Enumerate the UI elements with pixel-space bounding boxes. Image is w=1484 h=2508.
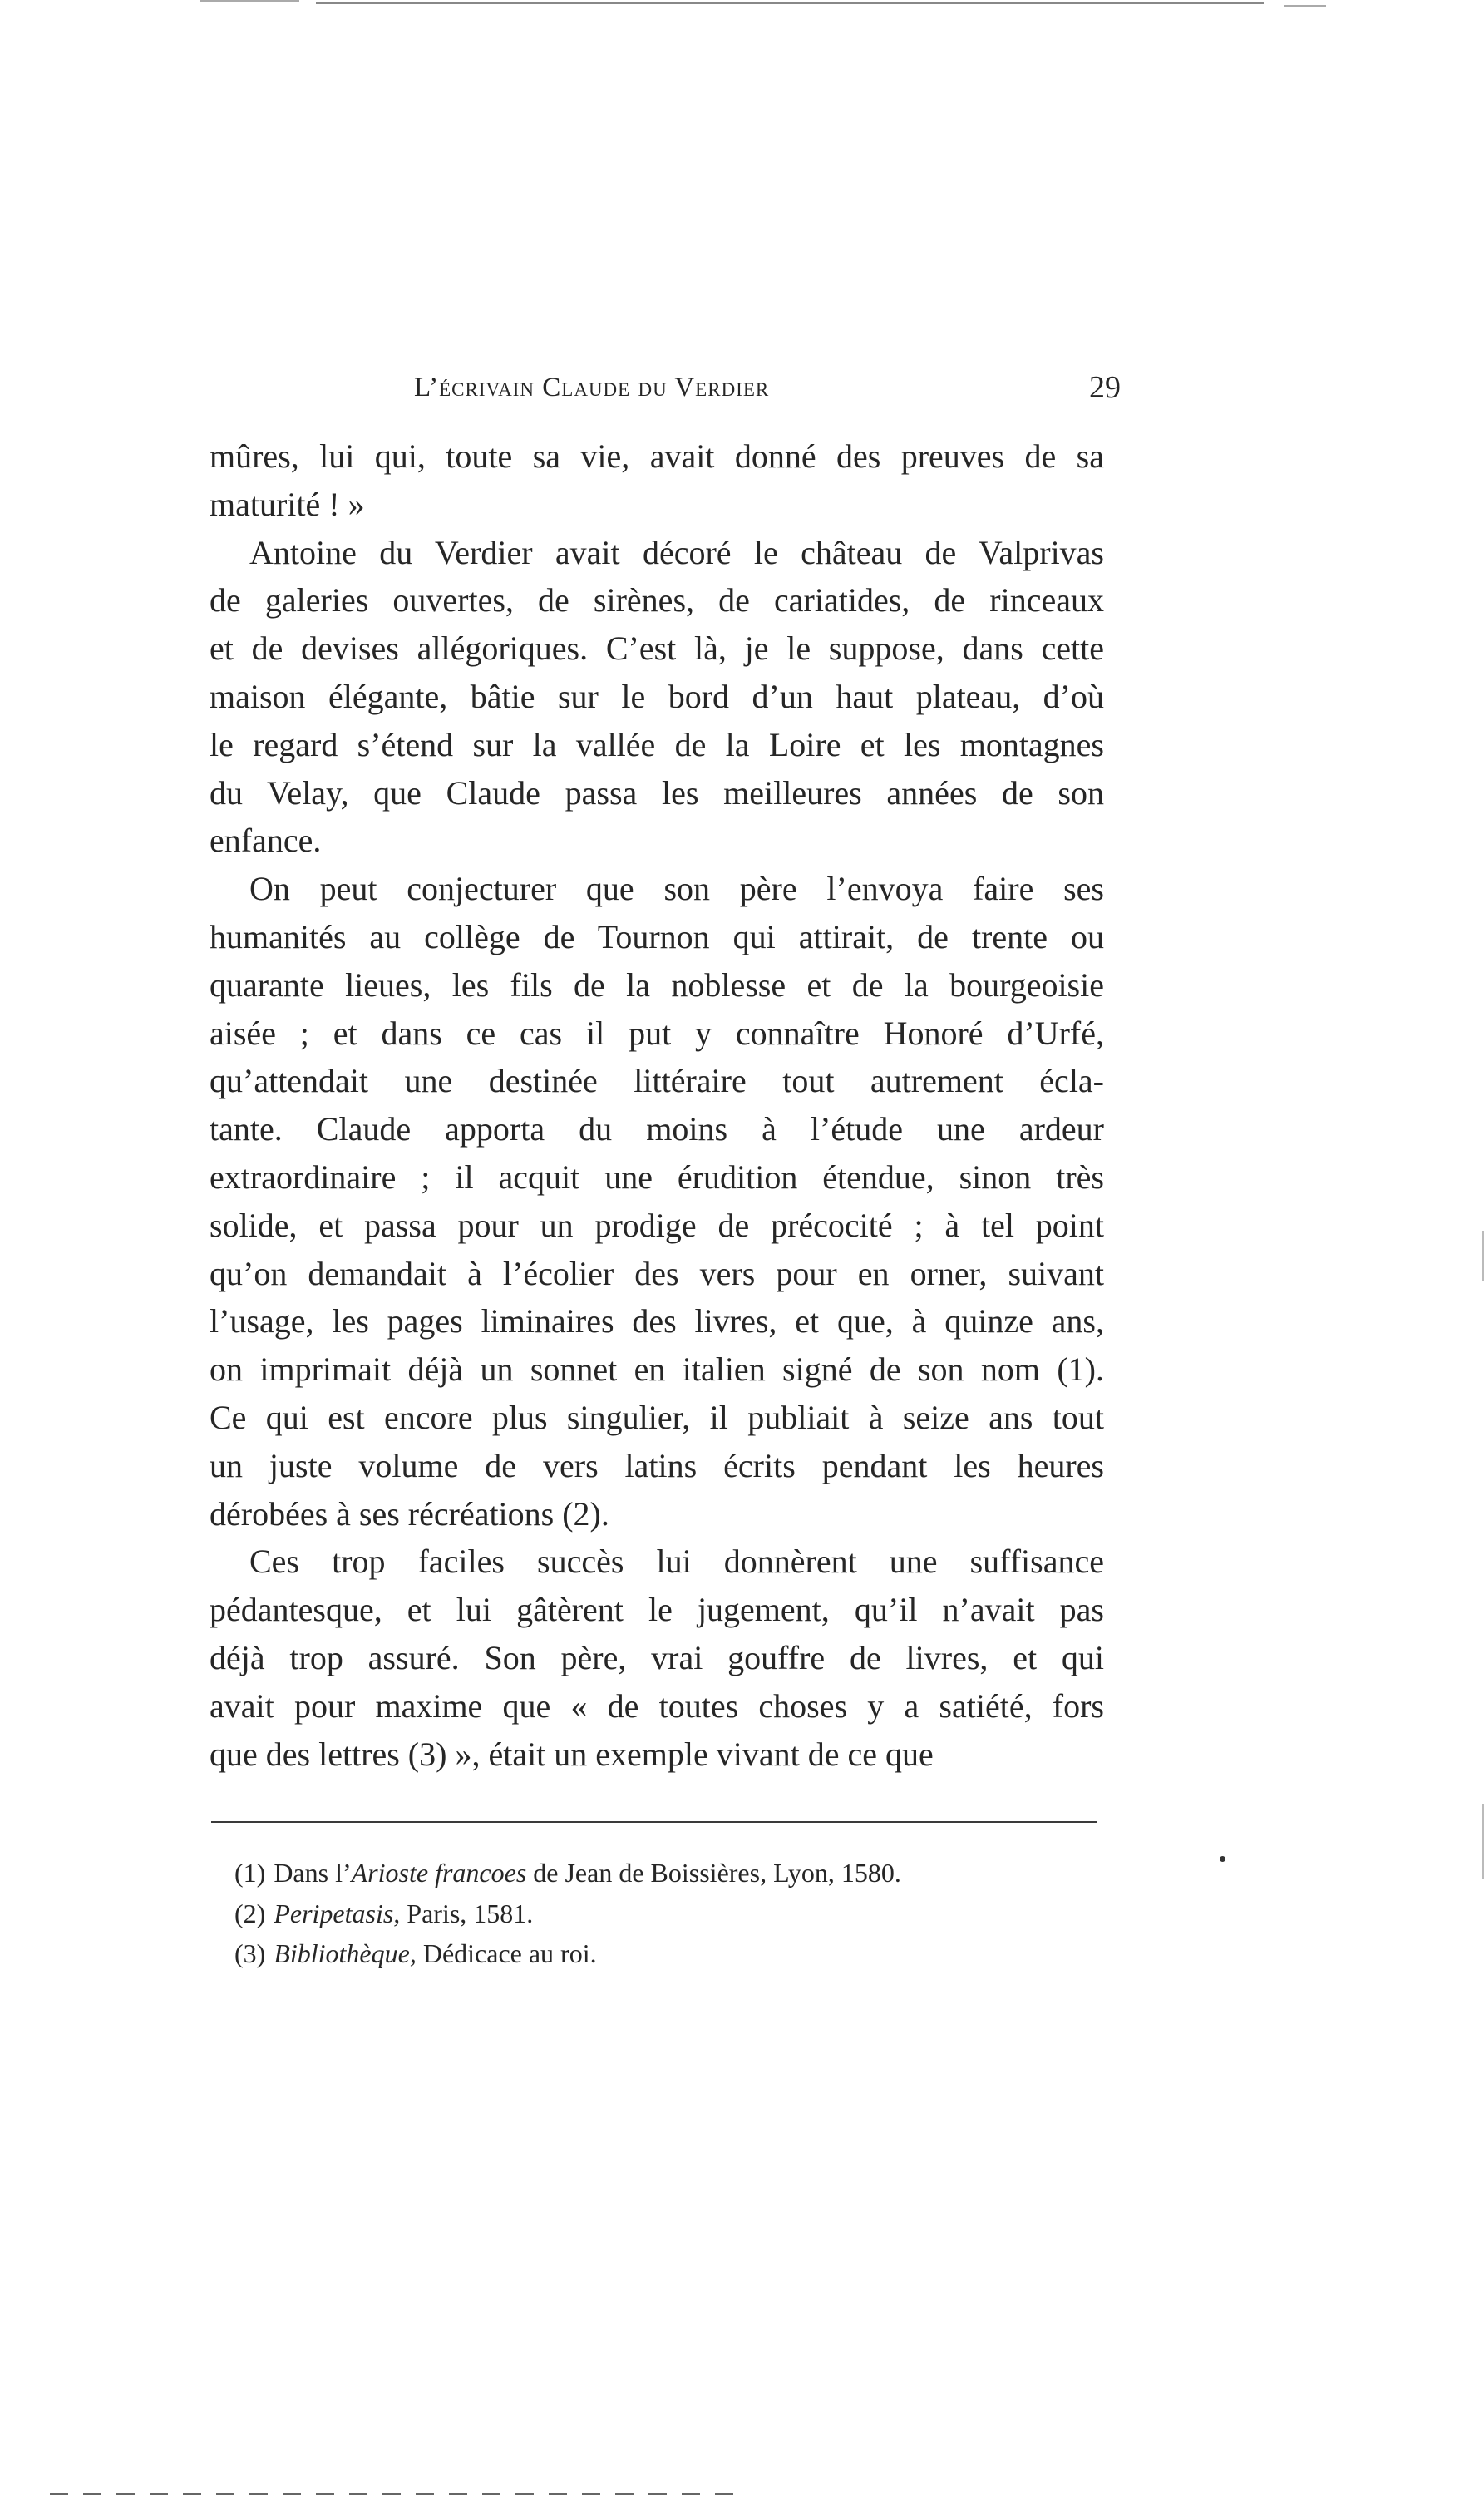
- footnote-title: Peripetasis,: [274, 1898, 401, 1928]
- footnote-mark: (1): [234, 1858, 266, 1888]
- text-line: l’usage, les pages liminaires des livres, et que, à quinze ans,: [210, 1302, 1104, 1340]
- text-line: avait pour maxime que « de toutes choses y a satiété, fors: [210, 1686, 1104, 1725]
- paragraph: [210, 1538, 1104, 1778]
- running-title: L’écrivain Claude du Verdier: [414, 373, 770, 402]
- text-line: Ce qui est encore plus singulier, il publiait à seize ans tout: [210, 1398, 1104, 1436]
- scan-edge-rule: [200, 0, 299, 2]
- paragraph: [210, 529, 1104, 866]
- paragraph: [210, 865, 1104, 1538]
- footnote: [234, 1853, 1066, 1893]
- text-line: on imprimait déjà un sonnet en italien signé de son nom (1).: [210, 1350, 1104, 1389]
- text-line: mûres, lui qui, toute sa vie, avait donné des preuves de sa: [210, 437, 1104, 475]
- text-line: qu’attendait une destinée littéraire tout autrement écla-: [210, 1062, 1104, 1100]
- text-line: un juste volume de vers latins écrits pendant les heures: [210, 1446, 1104, 1484]
- footnote-title: Arioste francoes: [351, 1858, 527, 1888]
- text-line: Antoine du Verdier avait décoré le château de Valprivas: [249, 533, 1104, 571]
- footnote-text: Dans l’: [274, 1858, 352, 1888]
- footnotes: [234, 1853, 1066, 1974]
- text-line: et de devises allégoriques. C’est là, je le suppose, dans cette: [210, 629, 1104, 668]
- text-line: maison élégante, bâtie sur le bord d’un haut plateau, d’où: [210, 677, 1104, 715]
- footnote-text: de Jean de Boissières, Lyon, 1580.: [526, 1858, 901, 1888]
- text-line: maturité ! »: [210, 485, 365, 523]
- text-line: tante. Claude apporta du moins à l’étude une ardeur: [210, 1110, 1104, 1148]
- scan-speck: [1220, 1856, 1225, 1862]
- text-line: extraordinaire ; il acquit une érudition étendue, sinon très: [210, 1158, 1104, 1196]
- footnote-text: Paris, 1581.: [400, 1898, 534, 1928]
- text-line: que des lettres (3) », était un exemple vivant de ce que: [210, 1735, 934, 1773]
- scan-bottom-dashes: [50, 2493, 798, 2496]
- text-line: du Velay, que Claude passa les meilleures années de son: [210, 773, 1104, 812]
- footnote-title: Bibliothèque,: [274, 1938, 417, 1968]
- text-line: Ces trop faciles succès lui donnèrent une suffisance: [249, 1543, 1104, 1581]
- footnote-mark: (3): [234, 1938, 266, 1968]
- text-line: quarante lieues, les fils de la noblesse et de la bourgeoisie: [210, 965, 1104, 1004]
- footnote-separator: [211, 1821, 1097, 1823]
- paragraph: [210, 432, 1104, 529]
- scan-edge-rule: [1284, 5, 1326, 7]
- text-line: enfance.: [210, 822, 322, 860]
- text-line: dérobées à ses récréations (2).: [210, 1494, 609, 1533]
- page-number: 29: [1089, 370, 1121, 405]
- text-line: qu’on demandait à l’écolier des vers pour en orner, suivant: [210, 1254, 1104, 1292]
- text-line: déjà trop assuré. Son père, vrai gouffre de livres, et qui: [210, 1638, 1104, 1676]
- text-line: aisée ; et dans ce cas il put y connaître Honoré d’Urfé,: [210, 1014, 1104, 1052]
- text-line: On peut conjecturer que son père l’envoya faire ses: [249, 870, 1104, 908]
- body-text: [210, 432, 1104, 1778]
- text-line: pédantesque, et lui gâtèrent le jugement, qu’il n’avait pas: [210, 1591, 1104, 1629]
- page-header: [208, 370, 1121, 414]
- footnote-mark: (2): [234, 1898, 266, 1928]
- footnote-text: Dédicace au roi.: [416, 1938, 597, 1968]
- scan-edge-rule: [316, 2, 1264, 4]
- footnote: [234, 1893, 1066, 1934]
- footnote: [234, 1933, 1066, 1974]
- text-line: solide, et passa pour un prodige de précocité ; à tel point: [210, 1206, 1104, 1244]
- text-line: humanités au collège de Tournon qui attirait, de trente ou: [210, 917, 1104, 955]
- text-line: de galeries ouvertes, de sirènes, de cariatides, de rinceaux: [210, 581, 1104, 620]
- text-line: le regard s’étend sur la vallée de la Loire et les montagnes: [210, 725, 1104, 763]
